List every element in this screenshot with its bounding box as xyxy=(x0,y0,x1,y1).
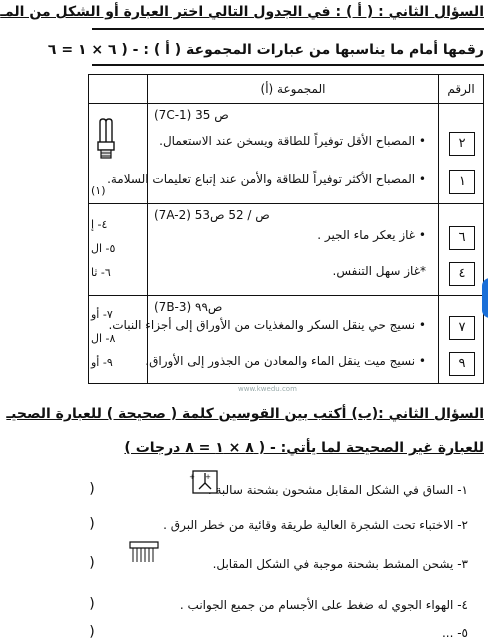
side-tab xyxy=(482,278,488,318)
answer-box: ٦ xyxy=(449,226,475,250)
matching-table xyxy=(88,74,484,384)
subtitle-underline xyxy=(92,64,484,66)
answer-box: ٩ xyxy=(449,352,475,376)
answer-box: ٧ xyxy=(449,316,475,340)
section1-subtitle: رقمها أمام ما يناسبها من عبارات المجموعة ( أ ) : - ( ٦ × ١ = ٦ xyxy=(47,42,484,58)
answer-paren[interactable]: ( xyxy=(88,481,97,497)
statement: ٢- الاختباء تحت الشجرة العالية طريقة وقائية من خطر البرق . xyxy=(163,518,468,532)
page-reference: (7B-3) ص٩٩ xyxy=(154,300,223,314)
list-item: • المصباح الأكثر توفيراً للطاقة والأمن عند إتباع تعليمات السلامة. xyxy=(107,172,426,186)
options-cell xyxy=(89,296,148,384)
cfl-bulb-icon xyxy=(95,118,117,164)
list-item: • نسيج ميت ينقل الماء والمعادن من الجذور إلى الأوراق. xyxy=(145,354,426,368)
option-label: ٧- أو xyxy=(91,308,113,321)
section2-title: السؤال الثاني :(ب) أكتب بين القوسين كلمة ( صحيحة ) للعبارة الصحيـ xyxy=(6,406,484,422)
option-label: ٤- إ xyxy=(91,218,108,231)
option-label: ٦- ثا xyxy=(91,266,111,279)
option-label: (١) xyxy=(91,184,106,197)
title-underline xyxy=(92,28,484,30)
answer-box: ٢ xyxy=(449,132,475,156)
col-group-header: المجموعة (أ) xyxy=(148,75,439,104)
group-cell xyxy=(108,296,439,384)
svg-text:+: + xyxy=(205,473,211,481)
section2-subtitle: للعبارة غير الصحيحة لما يأتي: - ( ٨ × ١ = ٨ درجات ) xyxy=(124,440,484,456)
answer-paren[interactable]: ( xyxy=(88,596,97,612)
option-label: ٩- أو xyxy=(91,356,113,369)
table-header-row xyxy=(89,75,484,104)
list-item: • نسيج حي ينقل السكر والمغذيات من الأوراق إلى أجزاء النبات. xyxy=(108,318,426,332)
statement: ١- الساق في الشكل المقابل مشحون بشحنة سالبة . xyxy=(207,483,468,497)
group-cell xyxy=(107,104,439,204)
answer-paren[interactable]: ( xyxy=(88,624,97,640)
list-item: *غاز سهل التنفس. xyxy=(332,264,426,278)
page-reference: (7A-2) 53ص / 52 ص xyxy=(154,208,270,222)
answer-cell xyxy=(439,204,484,296)
option-label: ٨- ال xyxy=(91,332,116,345)
table-row xyxy=(89,204,484,296)
comb-icon xyxy=(126,538,162,578)
table-row xyxy=(89,296,484,384)
options-cell xyxy=(89,204,148,296)
answer-paren[interactable]: ( xyxy=(88,516,97,532)
option-label: ٥- ال xyxy=(91,242,116,255)
group-cell xyxy=(148,204,439,296)
list-item: • المصباح الأقل توفيراً للطاقة ويسخن عند الاستعمال. xyxy=(159,134,426,148)
answer-cell xyxy=(439,296,484,384)
answer-box: ٤ xyxy=(449,262,475,286)
answer-paren[interactable]: ( xyxy=(88,555,97,571)
page-reference: (7C-1) 35 ص xyxy=(154,108,229,122)
list-item: • غاز يعكر ماء الجير . xyxy=(317,228,426,242)
statement: ٣- يشحن المشط بشحنة موجبة في الشكل المقابل. xyxy=(212,557,468,571)
table-row xyxy=(89,104,484,204)
watermark: www.kwedu.com xyxy=(238,385,297,393)
answer-cell xyxy=(439,104,484,204)
section1-title: السؤال الثاني : ( أ ) : في الجدول التالي اختر العبارة أو الشكل من المـ xyxy=(0,4,484,20)
answer-box: ١ xyxy=(449,170,475,194)
svg-text:+: + xyxy=(189,473,195,481)
statement: ٤- الهواء الجوي له ضغط على الأجسام من جميع الجوانب . xyxy=(179,598,468,612)
col-left-header xyxy=(89,75,148,104)
options-cell xyxy=(89,104,148,204)
col-num-header: الرقم xyxy=(439,75,484,104)
statement: ٥- ... xyxy=(441,626,468,640)
